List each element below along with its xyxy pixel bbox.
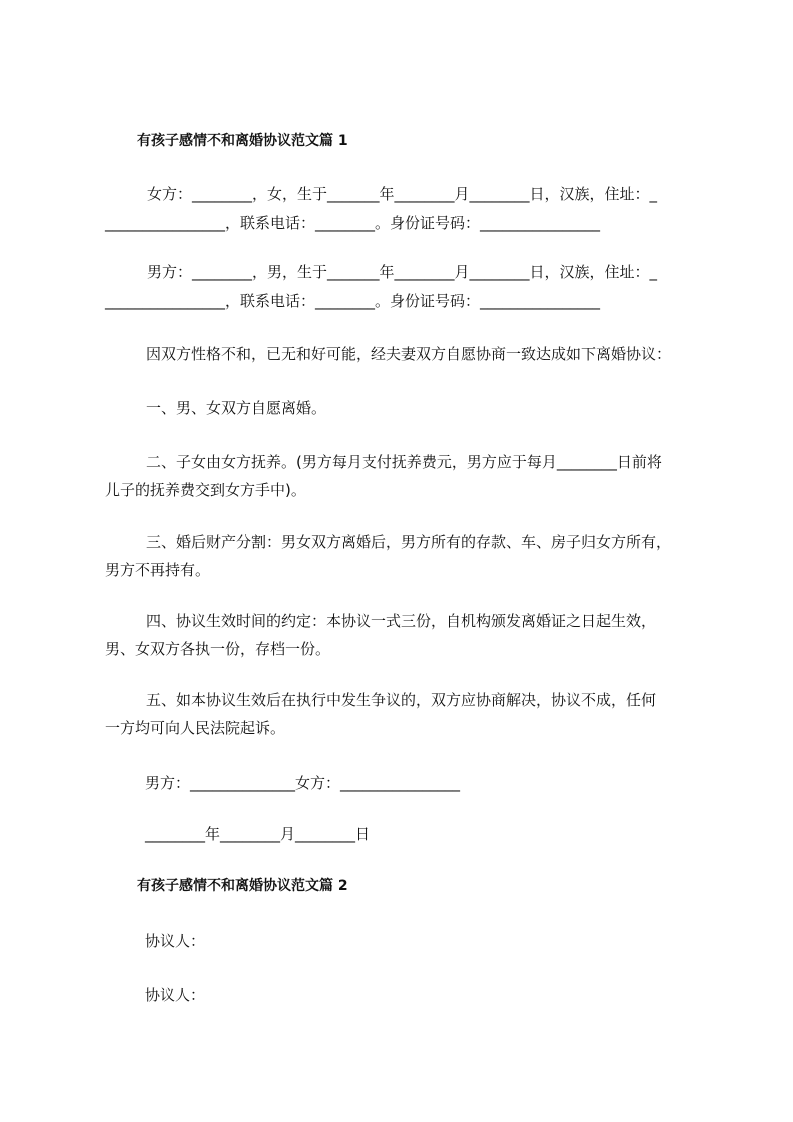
intro-paragraph: 因双方性格不和，已无和好可能，经夫妻双方自愿协商一致达成如下离婚协议： [146,345,672,363]
female-info-line-2: ________________，联系电话：________。身份证号码：________________ [105,214,601,232]
clause-5-line-1: 五、如本协议生效后在执行中发生争议的，双方应协商解决，协议不成，任何 [146,691,657,709]
party-label: 协议人： [145,986,206,1004]
section-title: 有孩子感情不和离婚协议范文篇 2 [137,878,348,894]
clause-5-line-2: 一方均可向人民法院起诉。 [105,719,286,737]
signature-line: 男方：______________女方：________________ [145,774,461,792]
male-info-line-1: 男方：________，男，生于_______年________月________日，汉族，住址：_ [147,263,658,281]
clause-4-line-1: 四、协议生效时间的约定：本协议一式三份，自机构颁发离婚证之日起生效， [146,612,657,630]
clause-1: 一、男、女双方自愿离婚。 [146,399,327,417]
party-label: 协议人： [145,932,206,950]
clause-2-line-2: 儿子的抚养费交到女方手中)。 [105,481,306,499]
clause-3-line-2: 男方不再持有。 [105,561,211,579]
date-line: ________年________月________日 [145,825,371,843]
male-info-line-2: ________________，联系电话：________。身份证号码：________________ [105,292,601,310]
clause-2-line-1: 二、子女由女方抚养。(男方每月支付抚养费元，男方应于每月________日前将 [146,453,662,471]
clause-4-line-2: 男、女双方各执一份，存档一份。 [105,640,331,658]
clause-3-line-1: 三、婚后财产分割：男女双方离婚后，男方所有的存款、车、房子归女方所有， [146,533,672,551]
section-title: 有孩子感情不和离婚协议范文篇 1 [137,133,348,149]
female-info-line-1: 女方：________，女，生于_______年________月________日，汉族，住址：_ [147,185,658,203]
